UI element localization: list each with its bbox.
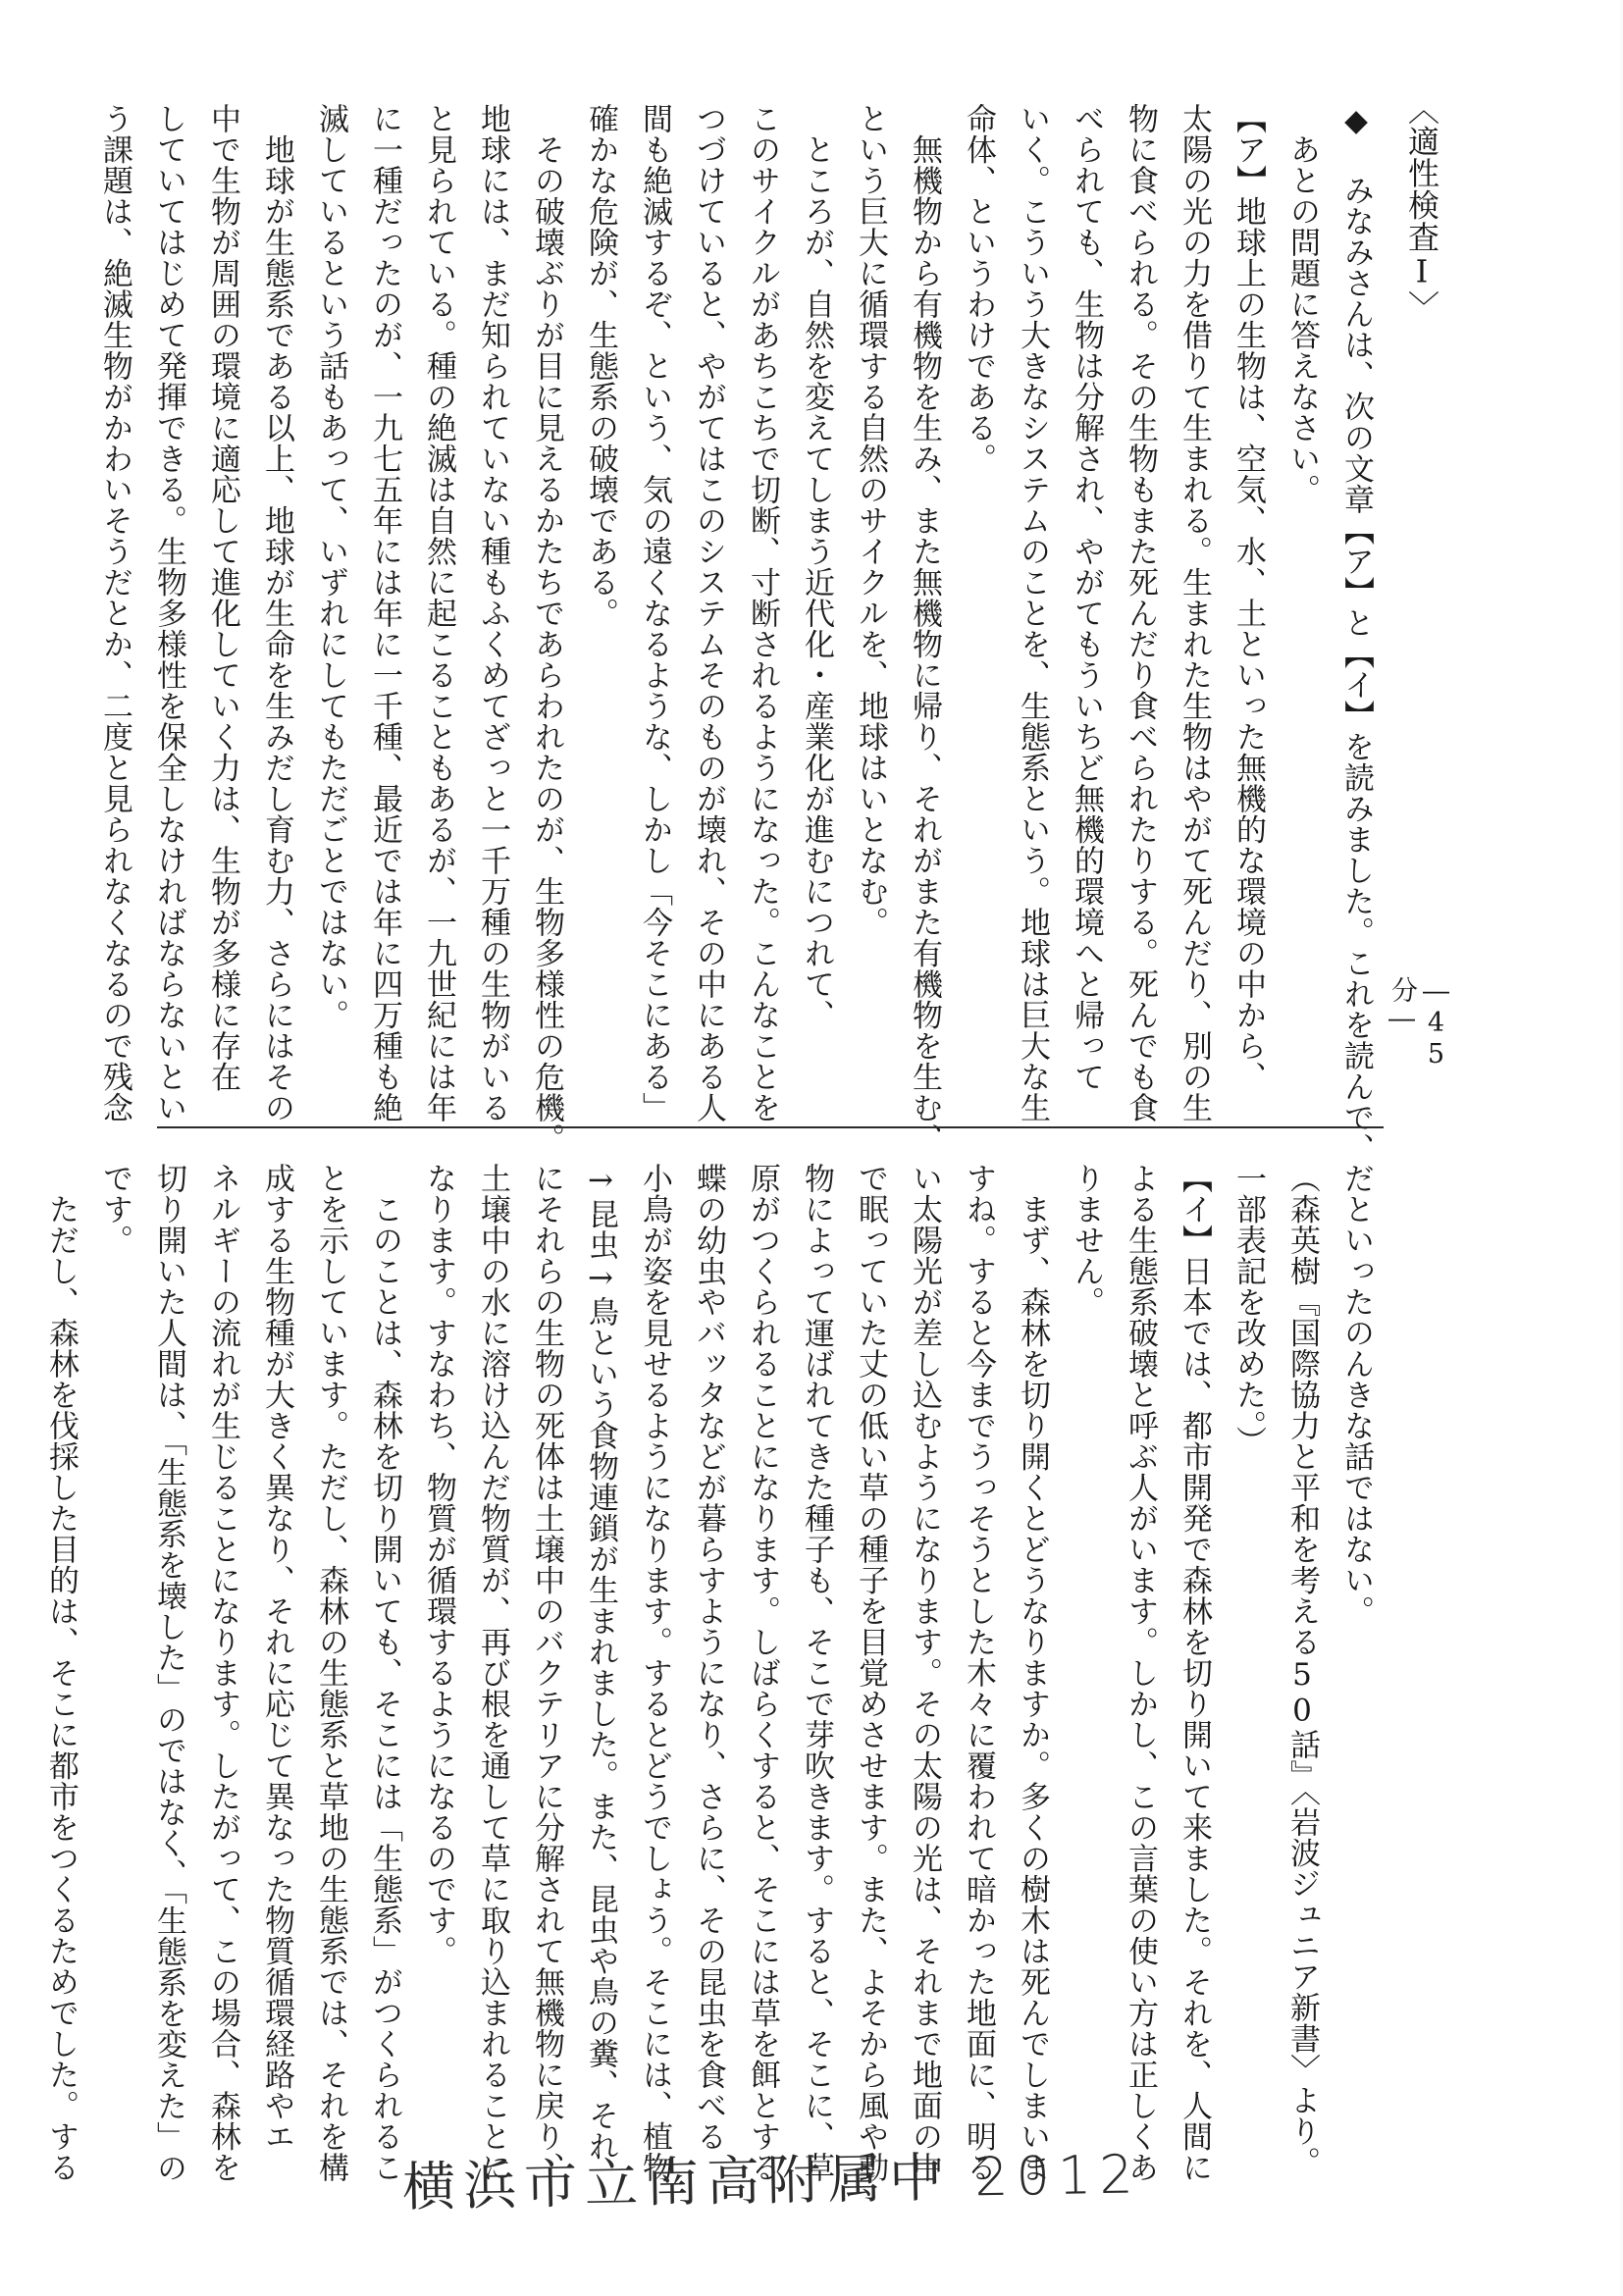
passage-b-line-16: にそれらの生物の死体は土壌中のバクテリアに分解されて無機物に戻り、 <box>529 1163 564 2183</box>
passage-b-line-24: です。 <box>97 1163 132 1256</box>
passage-b-line-17: 土壌中の水に溶け込んだ物質が、再び根を通して草に取り込まれることに <box>475 1163 510 2183</box>
passage-b-line-21: 成する生物種が大きく異なり、それに応じて異なった物質循環経路やエ <box>259 1163 294 2152</box>
passage-b-line-20: とを示しています。ただし、森林の生態系と草地の生態系では、それを構 <box>313 1163 348 2183</box>
passage-b-line-10: で眠っていた丈の低い草の種子を目覚めさせます。また、よそから風や動 <box>853 1163 888 2183</box>
passage-b-line-25: ただし、森林を伐採した目的は、そこに都市をつくるためでした。する <box>43 1163 79 2183</box>
passage-a-line-23: していてはじめて発揮できる。生物多様性を保全しなければならないとい <box>151 103 186 1123</box>
passage-a-line-12: このサイクルがあちこちで切断、寸断されるようになった。こんなことを <box>745 103 780 1123</box>
passage-b-line-9: い太陽光が差し込むようになります。その太陽の光は、それまで地面の中 <box>907 1163 942 2183</box>
passage-a-line-11: ところが、自然を変えてしまう近代化・産業化が進むにつれて、 <box>799 103 834 1030</box>
passage-b-line-3: 一部表記を改めた。） <box>1230 1163 1266 1457</box>
passage-b-line-22: ネルギーの流れが生じることになります。したがって、この場合、森林を <box>205 1163 240 2183</box>
header-label-text: 〈適性検査Ⅰ〉 <box>1403 93 1440 323</box>
handwritten-school-note: 横浜市立南高附属中 2012 <box>401 2143 1142 2218</box>
passage-a-line-1: ◆ みなみさんは、次の文章【ア】と【イ】を読みました。これを読んで、 <box>1338 103 1374 1164</box>
passage-b-line-14: 小鳥が姿を見せるようになります。するとどうでしょう。そこには、植物 <box>637 1163 672 2183</box>
passage-b-line-6: りません。 <box>1069 1163 1104 1318</box>
passage-a-line-18: と見られている。種の絶滅は自然に起こることもあるが、一九世紀には年 <box>421 103 456 1123</box>
passage-b-line-8: すね。すると今までうっそうとした木々に覆われて暗かった地面に、明る <box>961 1163 996 2183</box>
section-divider <box>157 1126 1384 1128</box>
passage-b-line-23: 切り開いた人間は、「生態系を壊した」のではなく、「生態系を変えた」の <box>151 1163 186 2183</box>
passage-a-line-14: 間も絶滅するぞ、という、気の遠くなるような、しかし「今そこにある」 <box>637 103 672 1123</box>
passage-a-line-13: つづけていると、やがてはこのシステムそのものが壊れ、その中にある人 <box>691 103 726 1123</box>
time-limit: ―45分― <box>1387 976 1451 1070</box>
passage-a-line-5: 物に食べられる。その生物もまた死んだり食べられたりする。死んでも食 <box>1123 103 1158 1123</box>
passage-b-line-4: 【イ】日本では、都市開発で森林を切り開いて来ました。それを、人間に <box>1177 1163 1212 2183</box>
passage-a-line-4: 太陽の光の力を借りて生まれる。生まれた生物はやがて死んだり、別の生 <box>1177 103 1212 1123</box>
passage-a-line-19: に一種だったのが、一九七五年には年に一千種、最近では年に四万種も絶 <box>367 103 402 1123</box>
passage-a-line-16: その破壊ぶりが目に見えるかたちであらわれたのが、生物多様性の危機。 <box>529 103 564 1154</box>
section-header <box>1389 93 1448 388</box>
passage-b-line-18: なります。すなわち、物質が循環するようになるのです。 <box>421 1163 456 1966</box>
passage-b-line-15: →昆虫→鳥という食物連鎖が生まれました。また、昆虫や鳥の糞、それ <box>583 1163 618 2162</box>
passage-b-line-2: （森英樹『国際協力と平和を考える50話』〈岩波ジュニア新書〉より。 <box>1284 1163 1320 2177</box>
passage-a-line-21: 地球が生態系である以上、地球が生命を生みだし育む力、さらにはその <box>259 103 294 1123</box>
passage-b-line-7: まず、森林を切り開くとどうなりますか。多くの樹木は死んでしまいま <box>1015 1163 1050 2183</box>
passage-b-line-12: 原がつくられることになります。しばらくすると、そこには草を餌とする <box>745 1163 780 2183</box>
passage-a-line-17: 地球には、まだ知られていない種もふくめてざっと一千万種の生物がいる <box>475 103 510 1123</box>
passage-a-line-10: という巨大に循環する自然のサイクルを、地球はいとなむ。 <box>853 103 888 938</box>
passage-a-line-9: 無機物から有機物を生み、また無機物に帰り、それがまた有機物を生む、 <box>907 103 942 1154</box>
passage-b-line-5: よる生態系破壊と呼ぶ人がいます。しかし、この言葉の使い方は正しくあ <box>1123 1163 1158 2183</box>
passage-a-line-8: 命体、というわけである。 <box>961 103 996 474</box>
passage-a-line-20: 滅しているという話もあって、いずれにしてもただごとではない。 <box>313 103 348 1030</box>
passage-b-line-11: 物によって運ばれてきた種子も、そこで芽吹きます。すると、そこに、草 <box>799 1163 834 2183</box>
passage-a-line-3: 【ア】地球上の生物は、空気、水、土といった無機的な環境の中から、 <box>1230 103 1266 1092</box>
passage-a-line-15: 確かな危険が、生態系の破壊である。 <box>583 103 618 629</box>
passage-a-line-6: べられても、生物は分解され、やがてもういちど無機的環境へと帰って <box>1069 103 1104 1092</box>
passage-a-line-7: いく。こういう大きなシステムのことを、生態系という。地球は巨大な生 <box>1015 103 1050 1123</box>
passage-a <box>97 103 1383 1164</box>
passage-b-line-19: このことは、森林を切り開いても、そこには「生態系」がつくられるこ <box>367 1163 402 2183</box>
passage-a-line-2: あとの問題に答えなさい。 <box>1284 103 1320 505</box>
passage-b-line-13: 蝶の幼虫やバッタなどが暮らすようになり、さらに、その昆虫を食べる <box>691 1163 726 2152</box>
passage-a-line-22: 中で生物が周囲の環境に適応して進化していく力は、生物が多様に存在 <box>205 103 240 1092</box>
passage-b-line-1: だといったのんきな話ではない。 <box>1338 1163 1374 1627</box>
passage-a-line-24: う課題は、絶滅生物がかわいそうだとか、二度と見られなくなるので残念 <box>97 103 132 1123</box>
